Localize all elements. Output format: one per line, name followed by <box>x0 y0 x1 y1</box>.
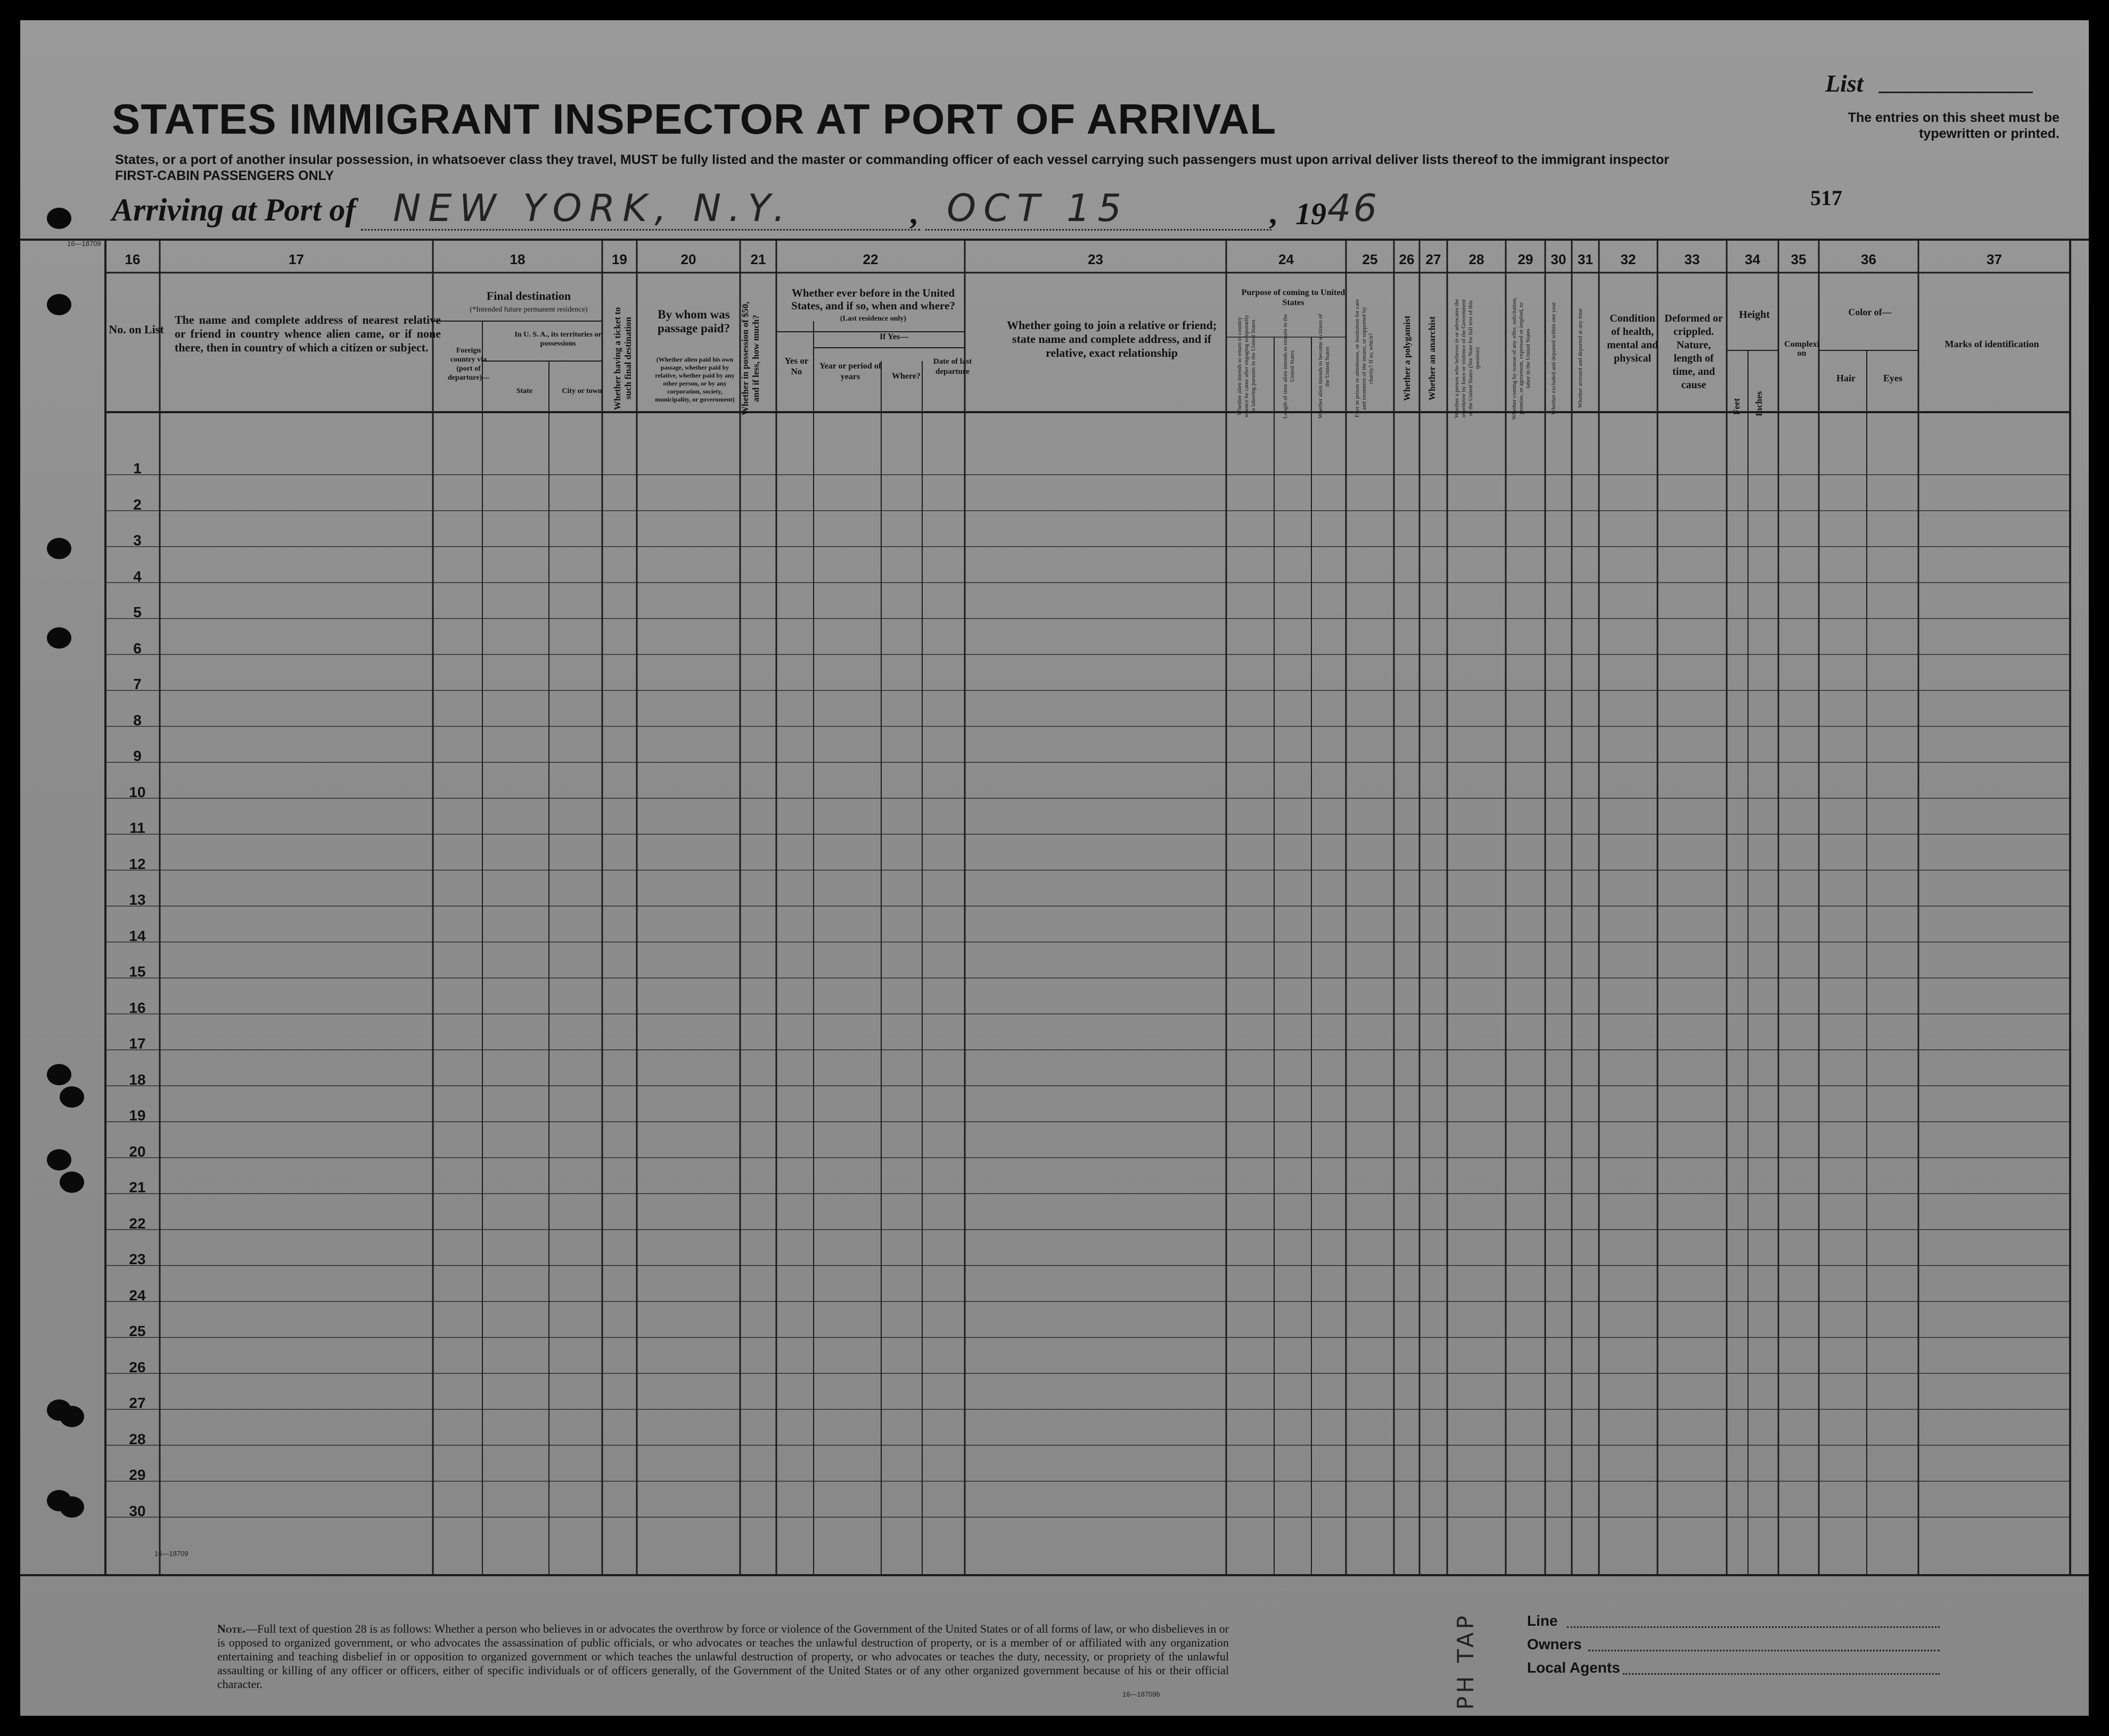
row-number: 4 <box>133 568 142 585</box>
header-overthrow: Whether a person who believes in or advocates the overthrow by force or violence of the Government of the United States (See Note for full text of this question) <box>1454 299 1481 418</box>
row-number: 5 <box>133 604 142 620</box>
header-purpose-citizen: Whether alien intends to become a citizen of the United States <box>1317 314 1331 419</box>
punch-hole <box>47 1149 71 1170</box>
row-number: 19 <box>129 1107 146 1124</box>
header-height: Height <box>1739 309 1770 321</box>
row-number: 16 <box>129 999 146 1016</box>
column-number: 36 <box>1861 251 1876 267</box>
column-number: 19 <box>612 251 627 267</box>
row-number: 3 <box>133 532 142 548</box>
row-number: 17 <box>129 1035 146 1052</box>
row-number: 21 <box>129 1179 146 1195</box>
row-number: 10 <box>129 783 146 800</box>
column-number: 16 <box>125 251 141 267</box>
arriving-label: Arriving at Port of <box>112 192 356 227</box>
punch-hole <box>60 1086 84 1108</box>
row-number: 12 <box>129 855 146 872</box>
header-state: State <box>516 387 533 395</box>
header-possession-50: Whether in possession of $50, and if less, how much? <box>740 301 761 415</box>
header-feet: Feet <box>1731 398 1742 415</box>
column-number: 22 <box>863 251 879 267</box>
note-text: —Full text of question 28 is as follows: Whether a person who believes in or advocates the overthrow by force or violence of the Government of the United States or of all forms of law, or who disbelieves in or is opposed to organized government, or who advocates the assassination of public officials, or who advocates or teaches the unlawful destruction of property, or is a member of or affiliated with any organization entertaining and teaching disbelief in or opposition to organized government or which teaches the unlawful destruction of property, or who advocates or teaches the duty, necessity, or propriety of the unlawful assaulting or killing of any officer or officers, either of specific individuals or of officers generally, of the Government of the United States or of any other organized government because of his or their official character. <box>217 1622 1229 1691</box>
punch-hole <box>60 1496 84 1518</box>
column-number: 24 <box>1278 251 1294 267</box>
form-code-top: 16—18709 <box>67 240 101 248</box>
column-number: 18 <box>510 251 526 267</box>
header-final-destination-note: (*Intended future permanent residence) <box>470 306 588 314</box>
row-number: 26 <box>129 1358 146 1375</box>
manifest-sheet <box>20 20 2089 1716</box>
column-number: 32 <box>1620 251 1636 267</box>
header-inches: Inches <box>1754 391 1764 416</box>
row-number: 14 <box>129 927 146 944</box>
row-number: 23 <box>129 1251 146 1267</box>
column-number: 37 <box>1987 251 2002 267</box>
column-number: 31 <box>1578 251 1593 267</box>
header-prison: Ever in prison or almshouse, or institution for care and treatment of the insane, or supported by charity? If so, which? <box>1354 299 1374 418</box>
column-number: 20 <box>680 251 696 267</box>
subtitle: States, or a port of another insular possession, in whatsoever class they travel, MUST be fully listed and the master or commanding officer of each vessel carrying such passengers must upon arrival deliver lists thereof to the immigrant inspector <box>115 152 1669 167</box>
punch-hole <box>60 1406 84 1427</box>
column-number: 34 <box>1745 251 1760 267</box>
year-prefix: 19 <box>1295 196 1326 231</box>
header-offer-labor: Whether coming by reason of any offer, solicitation, promise, or agreement, expressed or implied, to labor in the United States <box>1511 297 1531 420</box>
sheet-number: 517 <box>1810 186 1842 210</box>
date-handwritten[interactable]: OCT 15 <box>947 186 1129 230</box>
comma-2: , <box>1269 195 1277 231</box>
header-color-of: Color of— <box>1848 307 1892 317</box>
header-joining-relative: Whether going to join a relative or friend; state name and complete address, and if relative, exact relationship <box>1006 318 1217 359</box>
column-number: 28 <box>1468 251 1484 267</box>
comma-1: , <box>909 195 917 231</box>
header-hair: Hair <box>1836 373 1856 383</box>
local-agents-label: Local Agents <box>1527 1659 1620 1676</box>
header-if-yes: If Yes— <box>879 332 909 341</box>
header-yes-no: Yes or No <box>784 356 809 376</box>
column-number: 23 <box>1088 251 1103 267</box>
header-purpose-length: Length of time alien intends to remain in the United States <box>1282 314 1295 419</box>
row-number: 28 <box>129 1430 146 1447</box>
column-number: 33 <box>1684 251 1700 267</box>
header-relative-address: The name and complete address of nearest relative or friend in country whence alien came, or if none there, then in country of which a citizen or subject. <box>175 313 441 354</box>
row-number: 20 <box>129 1143 146 1160</box>
form-code-bottom: 16—18709 <box>154 1550 188 1558</box>
question-28-note <box>217 1622 1229 1691</box>
header-eyes: Eyes <box>1883 373 1902 383</box>
row-number: 11 <box>129 820 145 836</box>
header-date-departure: Date of last departure <box>933 357 972 376</box>
header-purpose: Purpose of coming to United States <box>1241 288 1345 307</box>
row-number: 13 <box>129 891 146 908</box>
header-no-on-list: No. on List <box>109 323 164 336</box>
header-marks: Marks of identification <box>1944 339 2039 349</box>
row-number: 24 <box>129 1287 146 1304</box>
punch-hole <box>47 208 71 229</box>
class-note: FIRST-CABIN PASSENGERS ONLY <box>115 168 334 183</box>
column-number: 21 <box>750 251 766 267</box>
header-passage-paid-note: (Whether alien paid his own passage, whether paid by relative, whether paid by any other person, or by any corporation, society, municipality, or government) <box>655 356 735 403</box>
column-number: 27 <box>1425 251 1441 267</box>
row-number: 8 <box>133 711 142 728</box>
row-number: 1 <box>133 460 142 477</box>
header-ticket: Whether having a ticket to such final destination <box>612 307 633 410</box>
local-agents-field[interactable] <box>1623 1673 1940 1675</box>
manifest-grid <box>20 20 2089 1716</box>
header-purpose-return: Whether alien intends to return to country whence he came after engaging temporarily in laboring pursuits in the United States <box>1236 315 1257 418</box>
punch-hole <box>47 538 71 559</box>
port-handwritten[interactable]: NEW YORK, N.Y. <box>393 186 793 230</box>
column-number: 26 <box>1399 251 1415 267</box>
header-health: Condition of health, mental and physical <box>1606 313 1659 364</box>
list-label: List <box>1825 70 1864 97</box>
header-year-period: Year or period of years <box>819 362 882 381</box>
header-final-destination: Final destination <box>486 289 571 302</box>
header-city: City or town <box>562 387 602 395</box>
row-number: 30 <box>129 1502 146 1519</box>
column-number: 17 <box>289 251 304 267</box>
header-foreign-country: Foreign country via (port of departure)— <box>447 347 490 382</box>
row-number: 25 <box>129 1323 146 1339</box>
header-where: Where? <box>892 372 921 381</box>
header-deformed: Deformed or crippled. Nature, length of time, and cause <box>1664 313 1723 391</box>
row-number: 9 <box>133 748 142 764</box>
header-complexion: Complexion <box>1784 340 1819 358</box>
column-number: 25 <box>1362 251 1378 267</box>
punch-hole <box>47 1064 71 1085</box>
owners-label: Owners <box>1527 1636 1582 1652</box>
pencil-annotation: PH TAP <box>1452 1612 1479 1710</box>
punch-hole <box>47 627 71 649</box>
header-last-residence: (Last residence only) <box>840 315 907 323</box>
row-number: 22 <box>129 1215 146 1232</box>
row-number: 29 <box>129 1467 146 1483</box>
header-arrested: Whether arrested and deported at any time <box>1577 308 1583 408</box>
header-polygamist: Whether a polygamist <box>1402 315 1412 402</box>
punch-hole <box>47 294 71 315</box>
note-lead: Note. <box>217 1622 246 1635</box>
punch-hole <box>60 1172 84 1193</box>
row-number: 6 <box>133 640 142 657</box>
column-number: 35 <box>1791 251 1807 267</box>
row-number: 18 <box>129 1071 146 1088</box>
year-handwritten[interactable]: 46 <box>1327 186 1380 230</box>
header-in-usa: In U. S. A., its territories or possessions <box>514 331 602 348</box>
row-number: 27 <box>129 1395 146 1411</box>
header-ever-before-us: Whether ever before in the United States, and if so, when and where? <box>791 286 955 312</box>
header-excluded: Whether excluded and deported within one year <box>1550 302 1557 415</box>
line-label: Line <box>1527 1612 1558 1629</box>
column-number: 30 <box>1550 251 1566 267</box>
header-anarchist: Whether an anarchist <box>1427 316 1437 401</box>
line-field[interactable] <box>1567 1626 1940 1628</box>
form-code-b: 16—18709b <box>1122 1690 1160 1698</box>
header-passage-paid: By whom was passage paid? <box>657 308 731 335</box>
row-number: 7 <box>133 676 142 692</box>
typewritten-note: The entries on this sheet must be typewritten or printed. <box>1848 110 2059 141</box>
row-number: 15 <box>129 963 146 980</box>
page-title: STATES IMMIGRANT INSPECTOR AT PORT OF ARRIVAL <box>112 95 1277 143</box>
row-number: 2 <box>133 496 142 513</box>
owners-field[interactable] <box>1588 1650 1940 1651</box>
column-number: 29 <box>1517 251 1533 267</box>
